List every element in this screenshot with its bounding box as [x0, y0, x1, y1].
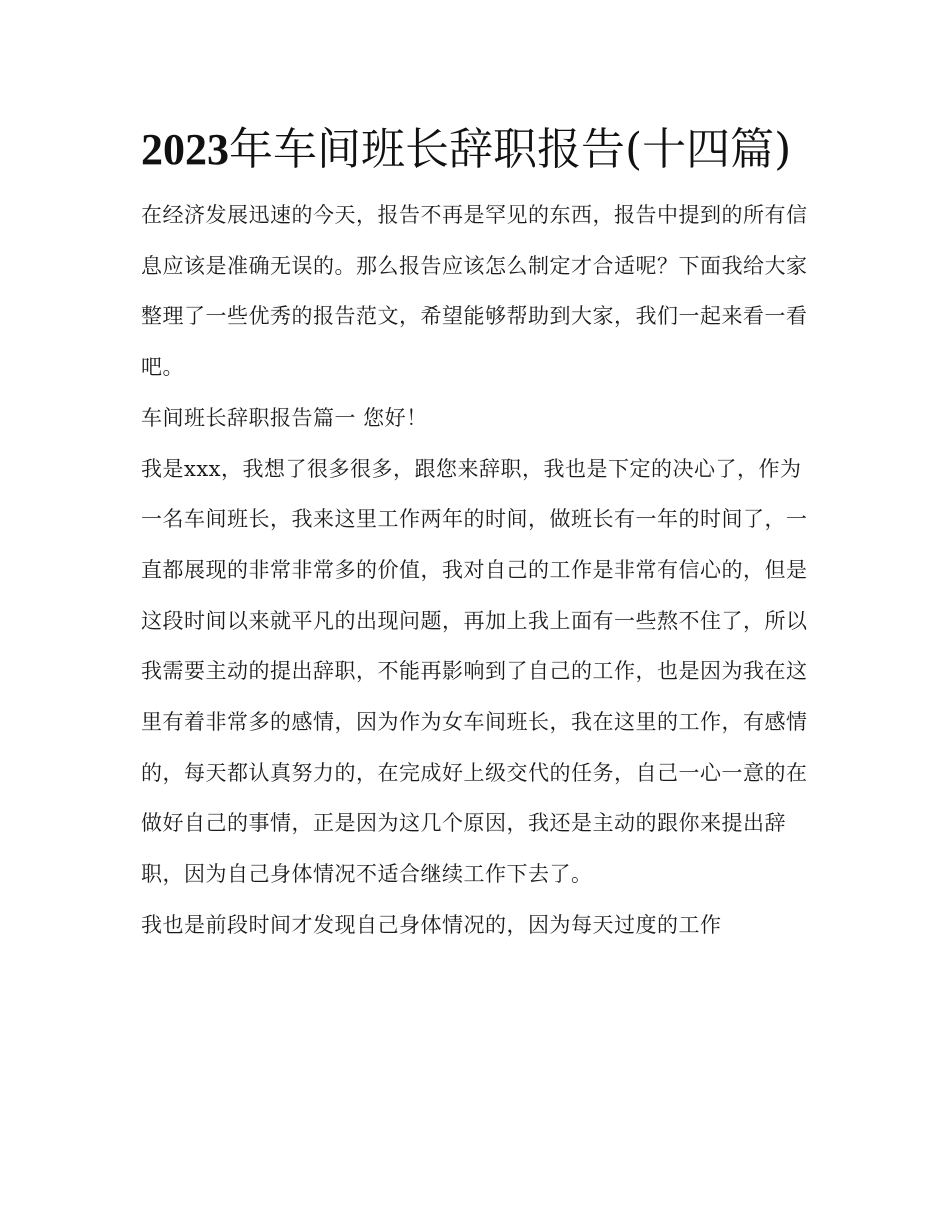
- body-paragraph: 我也是前段时间才发现自己身体情况的，因为每天过度的工作: [141, 912, 722, 937]
- title-text: 年车间班长辞职报告(十四篇): [229, 124, 792, 175]
- document-title: [141, 118, 813, 182]
- body-paragraph: 我是xxx，我想了很多很多，跟您来辞职，我也是下定的决心了，作为一名车间班长，我来这里工作两年的时间，做班长有一年的时间了，一直都展现的非常非常多的价值，我对自己的工作是非常有信心的，但是这段时间以来就平凡的出现问题，再加上我上面有一些熬不住了，所以我需要主动的提出辞职，不能再影响到了自己的工作，也是因为我在这里有着非常多的感情，因为作为女车间班长，我在这里的工作，有感情的，每天都认真努力的，在完成好上级交代的任务，自己一心一意的在做好自己的事情，正是因为这几个原因，我还是主动的跟你来提出辞职，因为自己身体情况不适合继续工作下去了。: [141, 456, 808, 887]
- section-heading: 车间班长辞职报告篇一 您好！: [141, 405, 428, 430]
- intro-paragraph: 在经济发展迅速的今天，报告不再是罕见的东西，报告中提到的所有信息应该是准确无误的。那么报告应该怎么制定才合适呢？下面我给大家整理了一些优秀的报告范文，希望能够帮助到大家，我们一起来看一看吧。: [141, 203, 808, 380]
- document-body: [141, 118, 813, 951]
- title-year: 2023: [141, 125, 229, 174]
